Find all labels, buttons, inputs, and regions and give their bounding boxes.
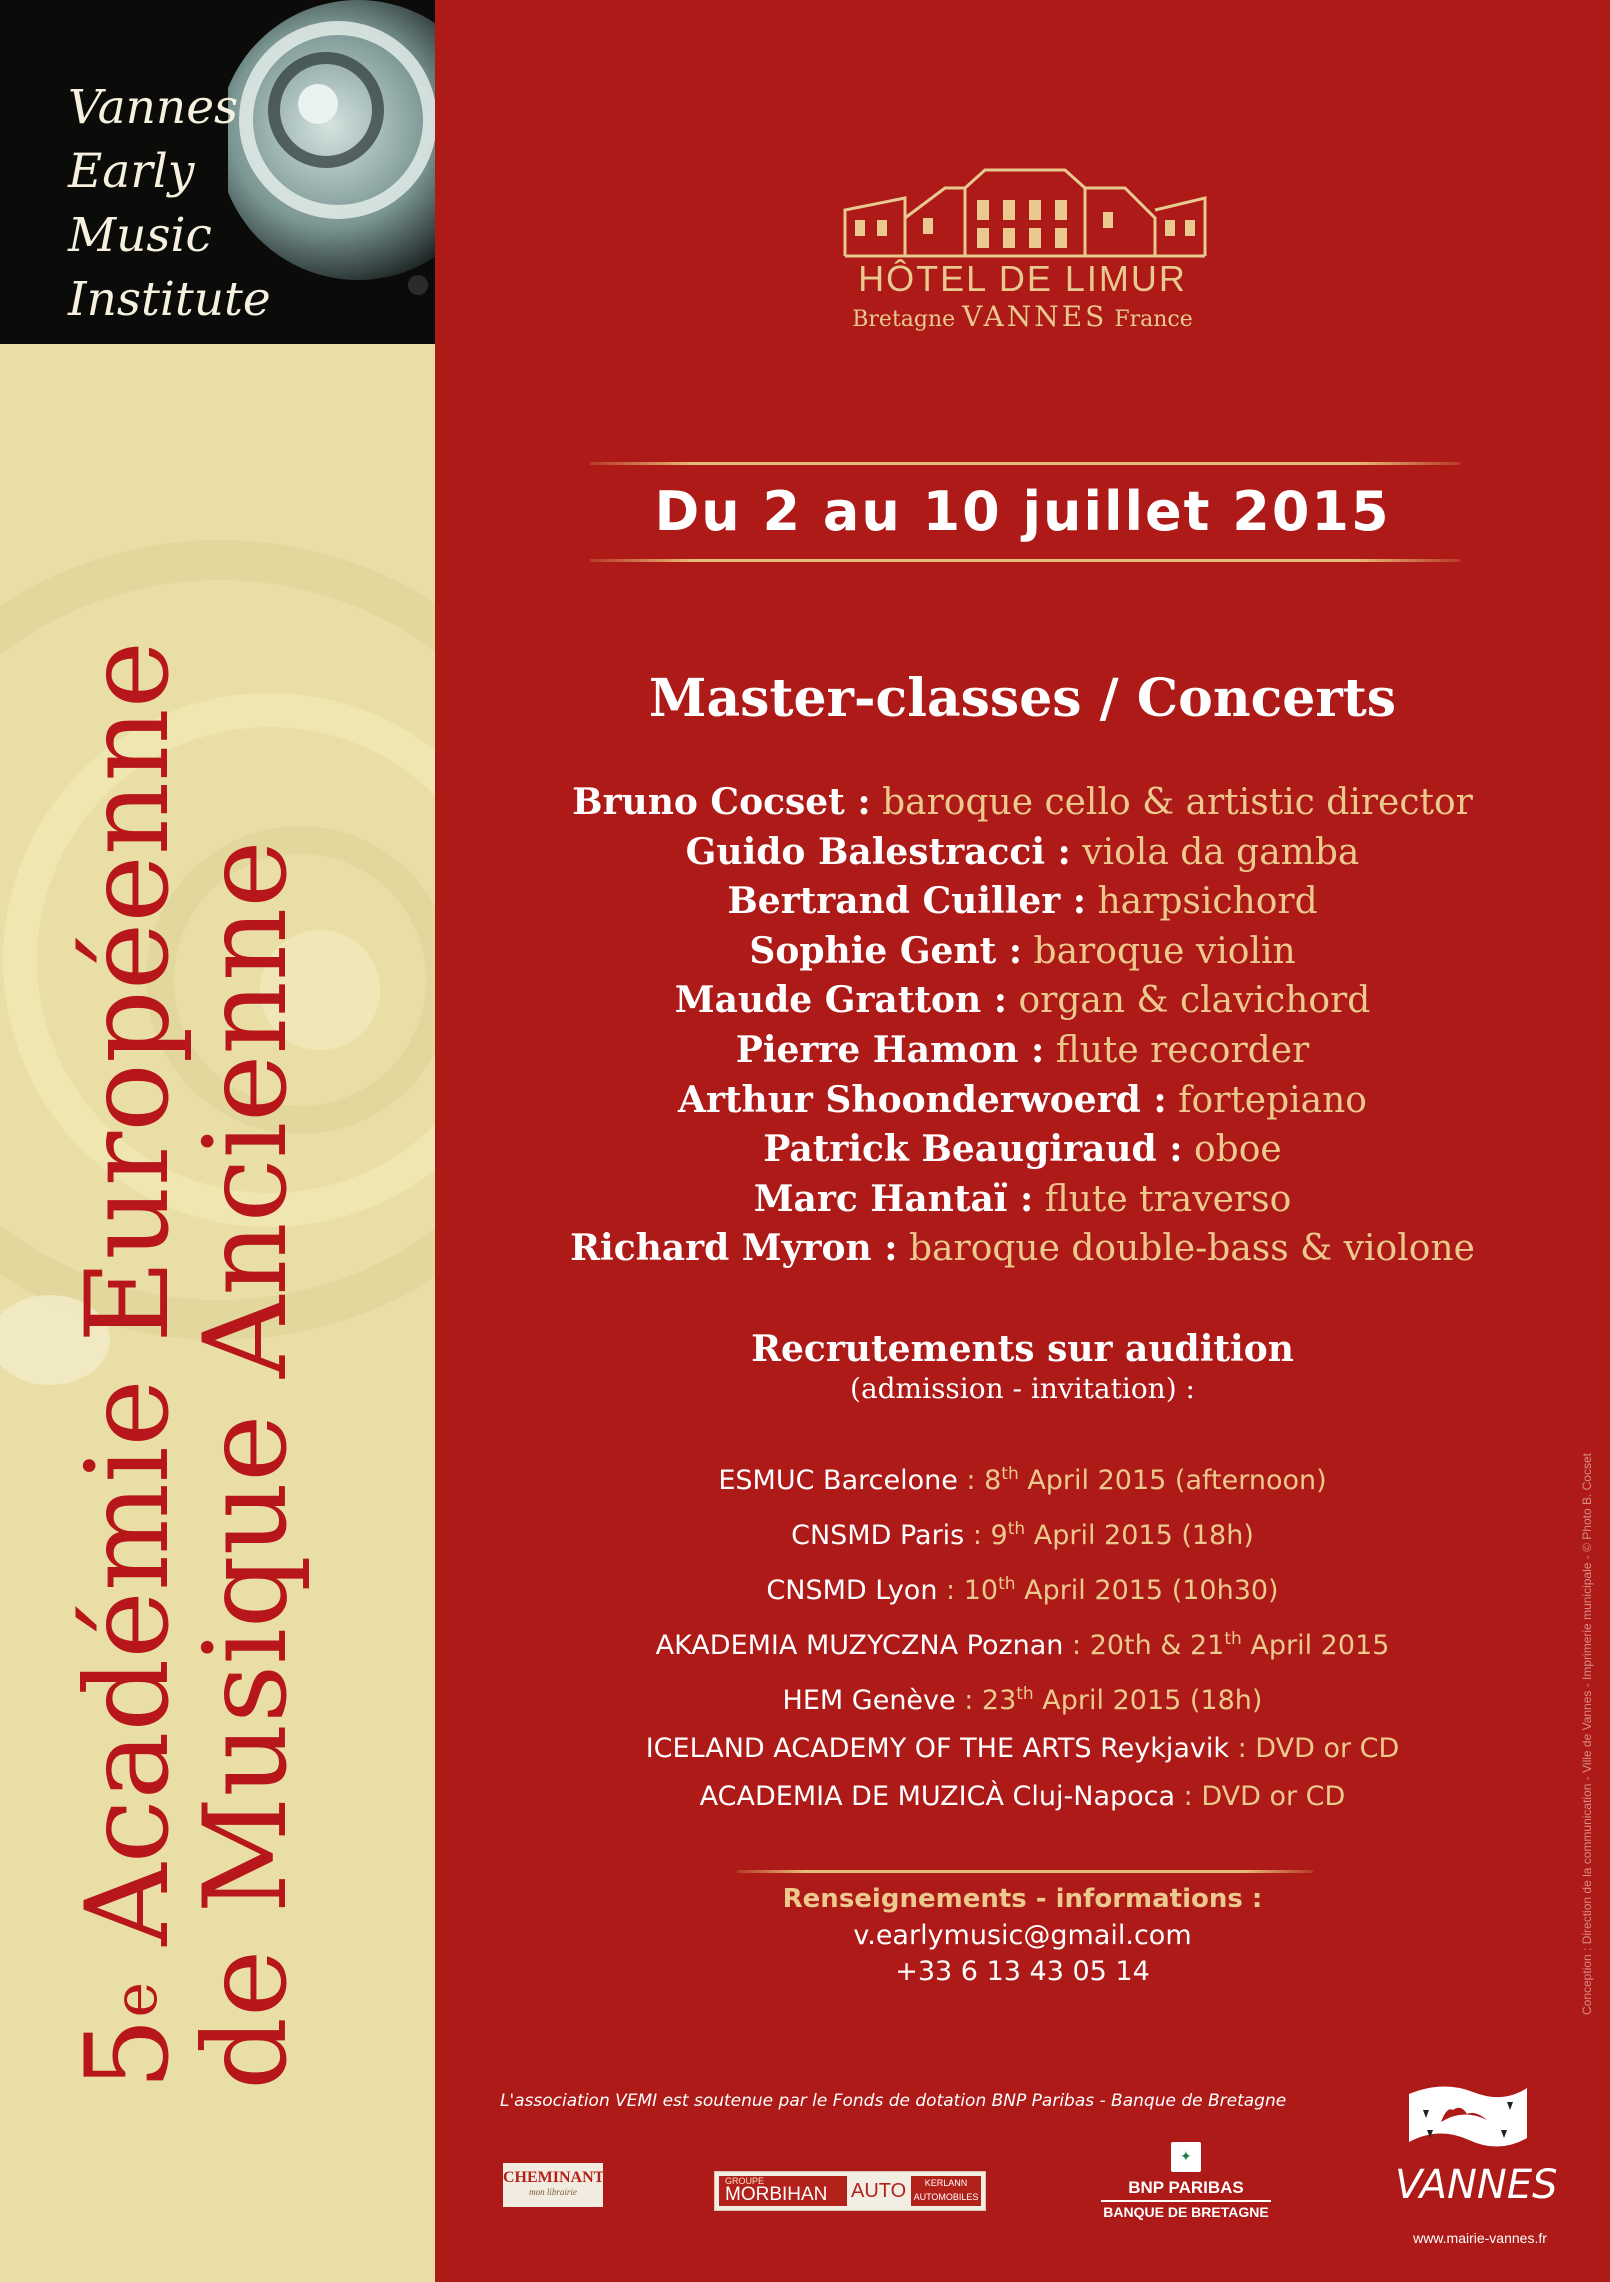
teacher-name: Maude Gratton : (674, 979, 1008, 1022)
venue-region: Bretagne (852, 307, 956, 332)
audition-date: DVD or CD (1255, 1733, 1400, 1764)
sponsor-note: L'association VEMI est soutenue par le Fonds de dotation BNP Paribas - Banque de Bretagne (500, 2091, 1287, 2111)
audition-place: ICELAND ACADEMY OF THE ARTS Reykjavik (645, 1733, 1230, 1764)
recruitment-subtitle: (admission - invitation) : (850, 1372, 1195, 1405)
teacher-row (435, 1224, 1610, 1274)
teacher-instrument: flute traverso (1044, 1178, 1292, 1220)
title-line-2: de Musique Ancienne (179, 840, 312, 2090)
audition-row (435, 1450, 1610, 1505)
teacher-instrument: baroque violin (1033, 930, 1296, 972)
audition-place: CNSMD Lyon (766, 1575, 938, 1606)
teacher-row (435, 927, 1610, 977)
vannes-wordmark: VANNES (1395, 2162, 1558, 2208)
teacher-row (435, 778, 1610, 828)
info-label: Renseignements - informations : (782, 1884, 1263, 1914)
masterclasses-title: Master-classes / Concerts (648, 668, 1397, 729)
teacher-name: Patrick Beaugiraud : (763, 1128, 1183, 1171)
design-credit: Conception : Direction de la communication - Ville de Vannes - Imprimerie municipale - © Photo B. Cocset (1580, 1453, 1594, 2015)
teacher-instrument: viola da gamba (1082, 831, 1360, 873)
teacher-instrument: harpsichord (1097, 881, 1318, 923)
audition-place: HEM Genève (782, 1685, 956, 1716)
vertical-title (0, 0, 435, 2180)
audition-place: AKADEMIA MUZYCZNA Poznan (655, 1630, 1064, 1661)
bnp-star-icon: ✦ (1171, 2142, 1201, 2172)
cheminant-logo (503, 2163, 603, 2207)
institute-line: Institute (68, 272, 271, 327)
audition-sep: : (1063, 1630, 1090, 1661)
teacher-list (435, 778, 1610, 1274)
audition-place: ESMUC Barcelone (718, 1465, 958, 1496)
morbihan-name: MORBIHAN (725, 2184, 828, 2205)
audition-date-rest: April 2015 (1241, 1630, 1390, 1661)
venue-name: HÔTEL DE LIMUR (858, 258, 1187, 299)
bnp-paribas-logo (1086, 2142, 1286, 2220)
audition-sep: : (1229, 1733, 1256, 1764)
audition-sep: : (955, 1685, 982, 1716)
audition-row (435, 1670, 1610, 1725)
teacher-instrument: oboe (1194, 1129, 1282, 1171)
teacher-row (435, 1076, 1610, 1126)
audition-date: 8 (984, 1465, 1002, 1496)
teacher-row (435, 1175, 1610, 1225)
teacher-instrument: fortepiano (1178, 1079, 1367, 1121)
audition-sep: : (1175, 1781, 1202, 1812)
audition-ordinal: th (1224, 1629, 1242, 1649)
audition-date: 20th & 21 (1089, 1630, 1225, 1661)
audition-sep: : (937, 1575, 964, 1606)
teacher-instrument: baroque cello & artistic director (882, 782, 1473, 823)
title-line-1-text: Académie Européenne (61, 640, 194, 1946)
cheminant-tagline: mon librairie (529, 2187, 577, 2197)
kerlann-line-2: AUTOMOBILES (913, 2192, 979, 2202)
teacher-row (435, 1026, 1610, 1076)
audition-date: DVD or CD (1201, 1781, 1346, 1812)
audition-ordinal: th (1001, 1464, 1019, 1484)
institute-line: Vannes (68, 80, 239, 135)
teacher-instrument: organ & clavichord (1018, 980, 1371, 1022)
ermine-flag-icon (1403, 2080, 1533, 2160)
audition-date: 10 (963, 1575, 999, 1606)
audition-sep: : (957, 1465, 985, 1496)
teacher-instrument: flute recorder (1055, 1029, 1310, 1071)
audition-row (435, 1773, 1610, 1821)
teacher-row (435, 1125, 1610, 1175)
audition-row (435, 1615, 1610, 1670)
bnp-divider (1101, 2200, 1271, 2202)
teacher-name: Marc Hantaï : (753, 1177, 1034, 1220)
teacher-row (435, 976, 1610, 1026)
divider (590, 462, 1460, 465)
audition-date: 9 (990, 1520, 1008, 1551)
teacher-name: Arthur Shoonderwoerd : (678, 1078, 1167, 1121)
bnp-sub: BANQUE DE BRETAGNE (1103, 2204, 1269, 2220)
teacher-instrument: baroque double-bass & violone (908, 1228, 1475, 1270)
audition-place: CNSMD Paris (791, 1520, 965, 1551)
audition-sep: : (964, 1520, 991, 1551)
audition-ordinal: th (998, 1574, 1016, 1594)
teacher-name: Richard Myron : (570, 1227, 898, 1270)
right-column (435, 0, 1610, 2282)
teacher-name: Bertrand Cuiller : (727, 880, 1087, 923)
event-dates: Du 2 au 10 juillet 2015 (654, 480, 1391, 543)
contact-phone[interactable]: +33 6 13 43 05 14 (895, 1956, 1150, 1987)
morbihan-group: GROUPE (725, 2176, 765, 2186)
title-line-1 (61, 450, 194, 2090)
audition-list (435, 1450, 1610, 1821)
venue-country: France (1114, 307, 1193, 332)
vannes-url[interactable]: www.mairie-vannes.fr (1413, 2230, 1547, 2246)
audition-place: ACADEMIA DE MUZICÀ Cluj-Napoca (699, 1781, 1176, 1812)
teacher-row (435, 828, 1610, 878)
divider (737, 1870, 1313, 1873)
institute-line: Early (68, 144, 195, 199)
teacher-name: Guido Balestracci : (685, 830, 1071, 873)
audition-row (435, 1725, 1610, 1773)
teacher-name: Bruno Cocset : (572, 781, 871, 823)
morbihan-auto-logo (714, 2171, 986, 2211)
audition-ordinal: th (1016, 1684, 1034, 1704)
cheminant-name: CHEMINANT (503, 2169, 605, 2186)
kerlann-line-1: KERLANN (924, 2178, 968, 2188)
edition-suffix: e (101, 1981, 171, 2018)
institute-line: Music (68, 208, 212, 263)
audition-row (435, 1560, 1610, 1615)
morbihan-auto: AUTO (851, 2180, 907, 2202)
teacher-name: Pierre Hamon : (735, 1028, 1045, 1071)
audition-date-rest: April 2015 (10h30) (1015, 1575, 1279, 1606)
kerlann-block (911, 2176, 981, 2206)
audition-date-rest: April 2015 (afternoon) (1018, 1465, 1327, 1496)
divider (590, 559, 1460, 562)
audition-ordinal: th (1007, 1519, 1026, 1539)
vannes-logo (1395, 2080, 1565, 2270)
edition-number: 5 (61, 2017, 194, 2090)
contact-email[interactable]: v.earlymusic@gmail.com (853, 1920, 1192, 1951)
recruitment-title: Recrutements sur audition (751, 1328, 1294, 1370)
bnp-name: BNP PARIBAS (1128, 2178, 1244, 2197)
teacher-name: Sophie Gent : (749, 929, 1023, 972)
audition-date-rest: April 2015 (18h) (1025, 1520, 1254, 1551)
audition-date: 23 (981, 1685, 1017, 1716)
left-column (0, 0, 435, 2282)
morbihan-block (719, 2176, 847, 2206)
venue-city: VANNES (962, 300, 1108, 333)
audition-date-rest: April 2015 (18h) (1033, 1685, 1263, 1716)
hotel-building-icon (835, 158, 1215, 263)
audition-row (435, 1505, 1610, 1560)
teacher-row (435, 877, 1610, 927)
venue-location (435, 300, 1610, 333)
